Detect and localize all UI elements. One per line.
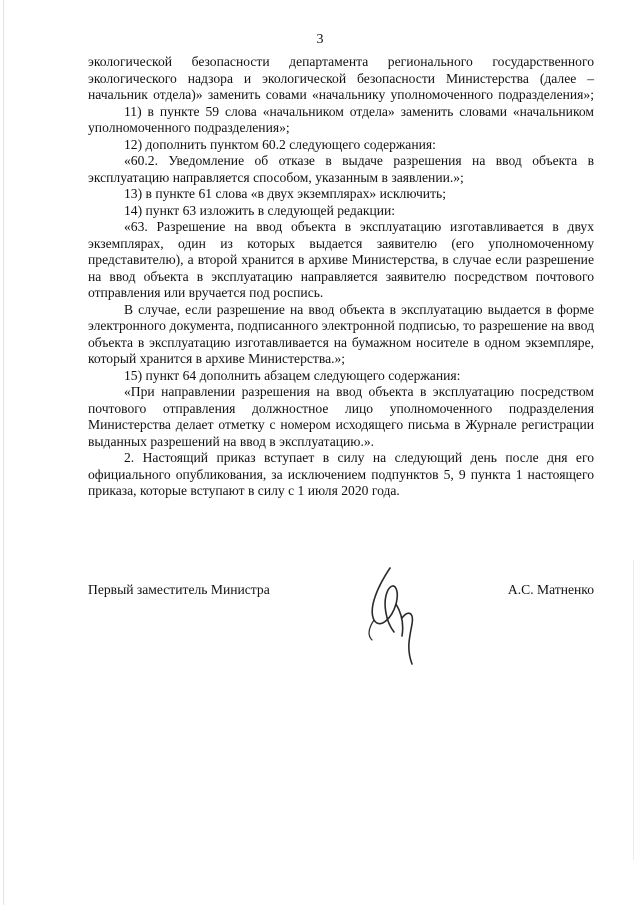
page-number: 3 — [316, 32, 324, 47]
paragraph-continuation: экологической безопасности департамента регионального государственного экологического надзора и экологической безопасности Министерства (далее – начальник отдела)» заменить совами «начальнику уполномоченного подразделения»; — [88, 54, 594, 102]
signatory-role: Первый заместитель Министра — [88, 582, 270, 597]
paragraph-item-11: 11) в пункте 59 слова «начальником отдела» заменить словами «начальником уполномоченного подразделения»; — [88, 103, 594, 135]
signature-row — [88, 582, 594, 602]
paragraph-item-14: 14) пункт 63 изложить в следующей редакции: — [124, 202, 396, 218]
document-body — [88, 54, 594, 500]
signatory-name: А.С. Матненко — [507, 582, 594, 597]
handwritten-signature — [360, 560, 430, 670]
paragraph-item-13: 13) в пункте 61 слова «в двух экземплярах» исключить; — [124, 186, 446, 201]
paragraph-quote-64: «При направлении разрешения на ввод объекта в эксплуатацию посредством почтового отправления должностное лицо уполномоченного подразделения Министерства делает отметку с номером исходящего письма в Журнале регистрации выданных разрешений на ввод в эксплуатацию.». — [88, 384, 594, 449]
paragraph-electronic-case: В случае, если разрешение на ввод объекта в эксплуатацию выдается в форме электронного документа, подписанного электронной подписью, то разрешение на ввод объекта в эксплуатацию изготавливается на бумажном носителе в одном экземпляре, который хранится в архиве Министерства.»; — [88, 301, 594, 366]
scan-edge-left — [3, 0, 4, 905]
scan-edge-right — [633, 560, 634, 860]
paragraph-item-15: 15) пункт 64 дополнить абзацем следующего содержания: — [124, 367, 461, 383]
paragraph-quote-60-2: «60.2. Уведомление об отказе в выдаче разрешения на ввод объекта в эксплуатацию направляется способом, указанным в заявлении.»; — [88, 153, 594, 185]
paragraph-effective-date: 2. Настоящий приказ вступает в силу на следующий день после дня его официального опубликования, за исключением подпунктов 5, 9 пункта 1 настоящего приказа, которые вступают в силу с 1 июля 2020 года. — [88, 450, 594, 498]
paragraph-item-12: 12) дополнить пунктом 60.2 следующего содержания: — [124, 136, 436, 152]
paragraph-quote-63: «63. Разрешение на ввод объекта в эксплуатацию изготавливается в двух экземплярах, один из которых выдается заявителю (его уполномоченному представителю), а второй хранится в архиве Министерства, в случае если разрешение на ввод объекта в эксплуатацию направляется заявителю посредством почтового отправления или вручается под роспись. — [88, 219, 594, 300]
